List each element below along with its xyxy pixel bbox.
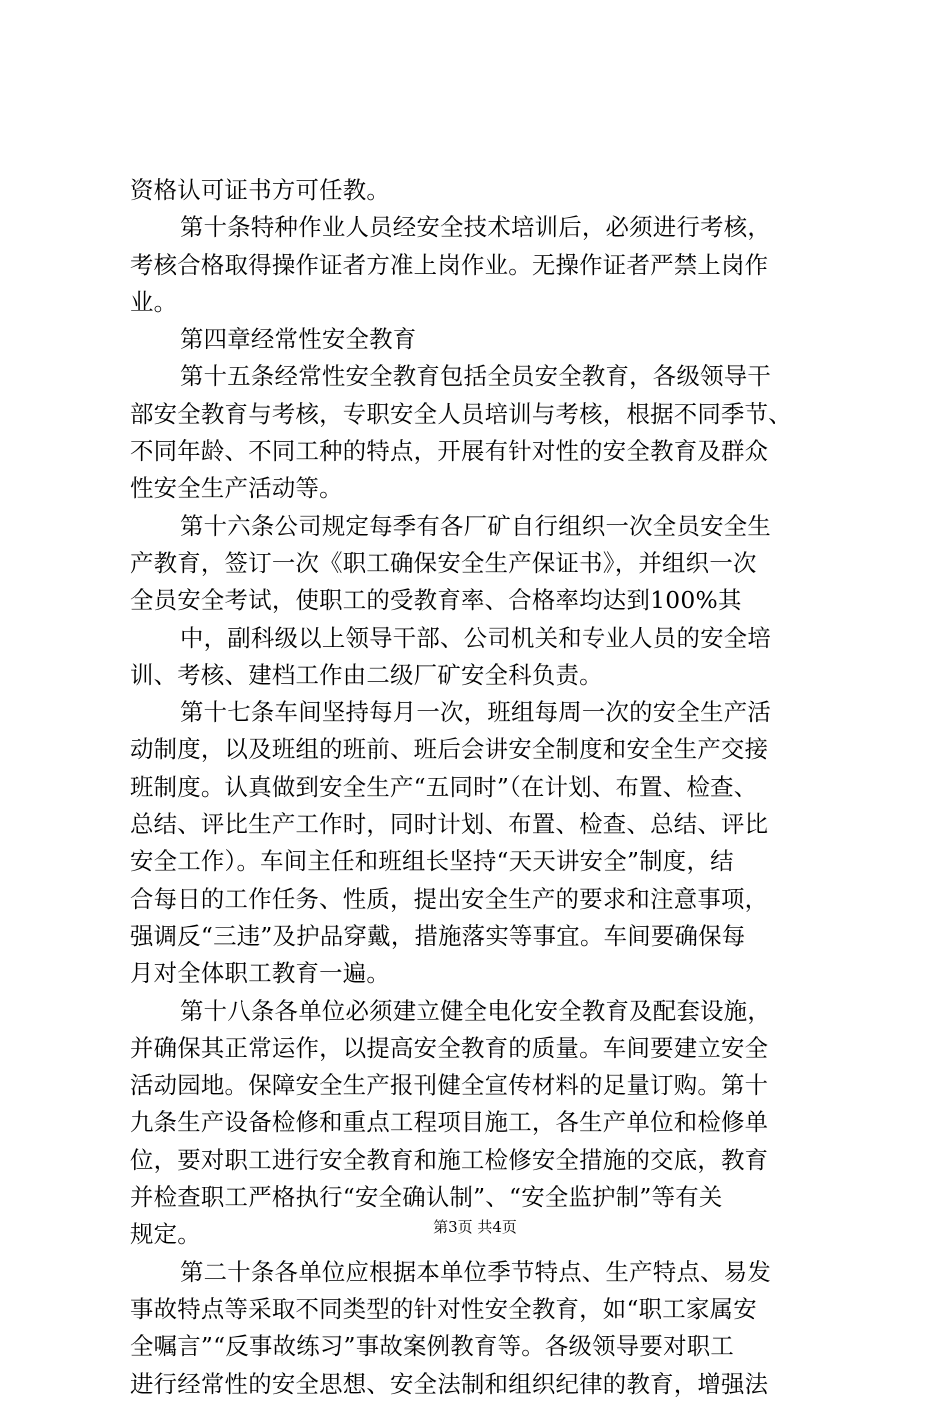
text-line: 不同年龄、不同工种的特点，开展有针对性的安全教育及群众	[130, 437, 769, 466]
text-line: 九条生产设备检修和重点工程项目施工，各生产单位和检修单	[130, 1108, 769, 1137]
text-line: 安全工作）。车间主任和班组长坚持“天天讲安全”制度，结	[130, 847, 734, 876]
text-line: 第二十条各单位应根据本单位季节特点、生产特点、易发	[180, 1257, 772, 1286]
text-line: 事故特点等采取不同类型的针对性安全教育，如“职工家属安	[130, 1294, 757, 1323]
text-line: 班制度。认真做到安全生产“五同时”（在计划、布置、检查、	[130, 772, 758, 801]
text-line: 考核合格取得操作证者方准上岗作业。无操作证者严禁上岗作	[130, 250, 769, 279]
text-line: 总结、评比生产工作时，同时计划、布置、检查、总结、评比	[130, 810, 769, 839]
text-line: 合每日的工作任务、性质，提出安全生产的要求和注意事项，	[130, 884, 769, 913]
text-line: 性安全生产活动等。	[130, 474, 343, 503]
text-line: 并确保其正常运作，以提高安全教育的质量。车间要建立安全	[130, 1033, 769, 1062]
text-line: 活动园地。保障安全生产报刊健全宣传材料的足量订购。第十	[130, 1071, 769, 1100]
page-footer: 第3页 共4页	[433, 1218, 517, 1236]
text-line: 资格认可证书方可任教。	[130, 176, 391, 204]
text-line: 位，要对职工进行安全教育和施工检修安全措施的交底，教育	[130, 1145, 769, 1174]
text-line: 第十条特种作业人员经安全技术培训后，必须进行考核，	[180, 213, 772, 242]
text-line: 进行经常性的安全思想、安全法制和组织纪律的教育，增强法	[130, 1369, 769, 1398]
text-line: 部安全教育与考核，专职安全人员培训与考核，根据不同季节、	[130, 399, 792, 428]
text-line: 第十六条公司规定每季有各厂矿自行组织一次全员安全生	[180, 511, 772, 540]
text-line: 并检查职工严格执行“安全确认制”、“安全监护制”等有关	[130, 1183, 723, 1212]
text-line: 第十五条经常性安全教育包括全员安全教育，各级领导干	[180, 362, 772, 391]
text-line: 第十七条车间坚持每月一次，班组每周一次的安全生产活	[180, 698, 772, 727]
text-line: 全员安全考试，使职工的受教育率、合格率均达到100%其	[130, 586, 742, 615]
text-line: 中，副科级以上领导干部、公司机关和专业人员的安全培	[180, 623, 772, 652]
text-line: 训、考核、建档工作由二级厂矿安全科负责。	[130, 660, 603, 689]
text-line: 规定。	[130, 1220, 201, 1249]
text-line: 强调反“三违”及护品穿戴，措施落实等事宜。车间要确保每	[130, 921, 746, 950]
text-line: 业。	[130, 287, 178, 316]
text-line: 第十八条各单位必须建立健全电化安全教育及配套设施，	[180, 996, 772, 1025]
text-line: 产教育，签订一次《职工确保安全生产保证书》，并组织一次	[130, 548, 757, 577]
text-line: 全嘱言”“反事故练习”事故案例教育等。各级领导要对职工	[130, 1332, 734, 1361]
text-line: 动制度，以及班组的班前、班后会讲安全制度和安全生产交接	[130, 735, 769, 764]
text-line: 月对全体职工教育一遍。	[130, 959, 391, 988]
section-heading: 第四章经常性安全教育	[180, 325, 417, 354]
